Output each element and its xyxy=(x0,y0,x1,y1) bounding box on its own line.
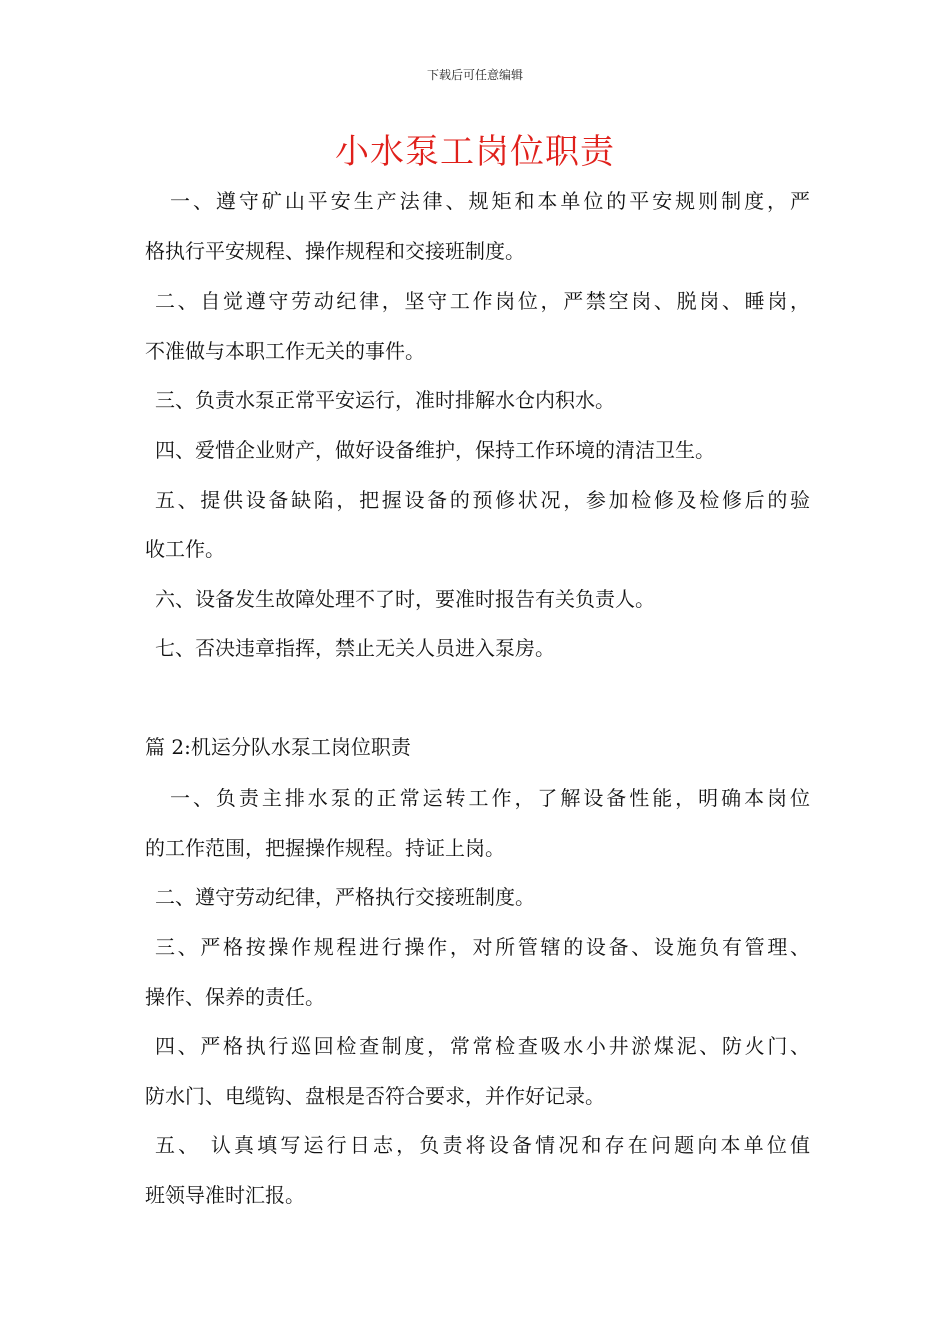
s1-item6: 六、设备发生故障处理不了时，要准时报告有关负责人。 xyxy=(155,587,655,611)
s1-item3: 三、负责水泵正常平安运行，准时排解水仓内积水。 xyxy=(155,388,615,412)
s2-item1-line1: 一、负责主排水泵的正常运转工作，了解设备性能，明确本岗位 xyxy=(170,786,810,810)
s2-item4-line2: 防水门、电缆钩、盘根是否符合要求，并作好记录。 xyxy=(145,1084,605,1108)
s1-item2-line2: 不准做与本职工作无关的事件。 xyxy=(145,339,425,363)
s1-item7: 七、否决违章指挥，禁止无关人员进入泵房。 xyxy=(155,636,555,660)
section2-heading: 篇 2:机运分队水泵工岗位职责 xyxy=(145,735,411,759)
s2-item5-line2: 班领导准时汇报。 xyxy=(145,1183,305,1207)
s2-item4-line1: 四、严格执行巡回检查制度，常常检查吸水小井淤煤泥、防火门、 xyxy=(155,1034,810,1058)
s2-item2: 二、遵守劳动纪律，严格执行交接班制度。 xyxy=(155,885,535,909)
s1-item5-line2: 收工作。 xyxy=(145,537,225,561)
s2-item1-line2: 的工作范围，把握操作规程。持证上岗。 xyxy=(145,836,505,860)
document-title: 小水泵工岗位职责 xyxy=(335,132,615,172)
page-header-note: 下载后可任意编辑 xyxy=(426,68,523,82)
s1-item4: 四、爱惜企业财产，做好设备维护，保持工作环境的清洁卫生。 xyxy=(155,438,715,462)
s1-item2-line1: 二、自觉遵守劳动纪律，坚守工作岗位，严禁空岗、脱岗、睡岗， xyxy=(155,289,810,313)
s2-item3-line1: 三、严格按操作规程进行操作，对所管辖的设备、设施负有管理、 xyxy=(155,935,810,959)
s2-item5-line1: 五、 认真填写运行日志，负责将设备情况和存在问题向本单位值 xyxy=(155,1133,810,1157)
s2-item3-line2: 操作、保养的责任。 xyxy=(145,985,325,1009)
s1-item1-line2: 格执行平安规程、操作规程和交接班制度。 xyxy=(145,239,525,263)
s1-item5-line1: 五、提供设备缺陷，把握设备的预修状况，参加检修及检修后的验 xyxy=(155,488,810,512)
s1-item1-line1: 一、遵守矿山平安生产法律、规矩和本单位的平安规则制度，严 xyxy=(170,189,810,213)
